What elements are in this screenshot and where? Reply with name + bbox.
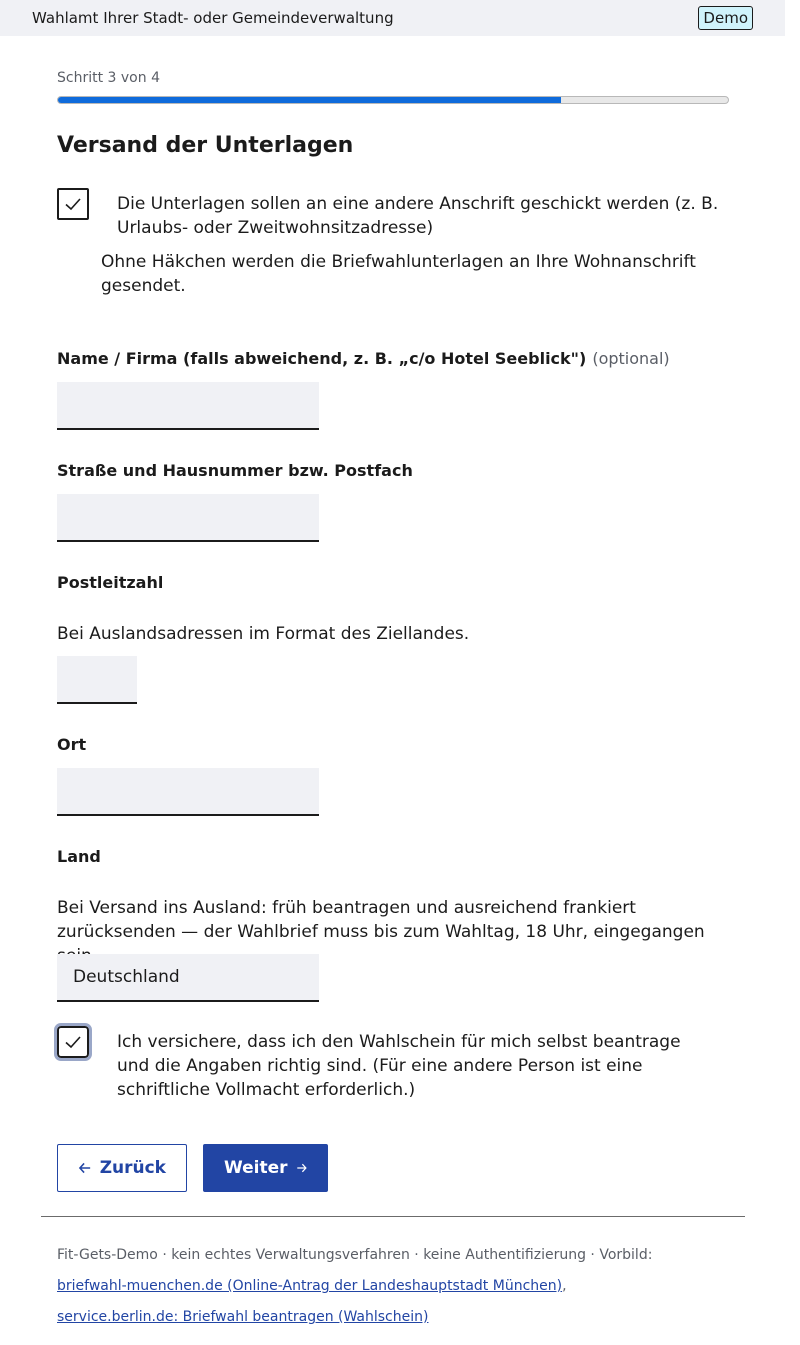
zip-hint: Bei Auslandsadressen im Format des Ziellandes. bbox=[57, 624, 470, 644]
next-button[interactable] bbox=[203, 1144, 328, 1192]
alt-address-label[interactable]: Die Unterlagen sollen an eine andere Anschrift geschickt werden (z. B. Urlaubs- oder Zweitwohnsitzadresse) bbox=[117, 194, 719, 238]
footer-divider bbox=[41, 1216, 745, 1217]
declaration-label[interactable]: Ich versichere, dass ich den Wahlschein für mich selbst beantrage und die Angaben richtig sind. (Für eine andere Person ist eine schriftliche Vollmacht erforderlich.) bbox=[117, 1032, 681, 1100]
declaration-checkbox[interactable] bbox=[57, 1026, 89, 1058]
city-input[interactable] bbox=[57, 768, 319, 816]
name-input[interactable] bbox=[57, 382, 319, 430]
checkmark-icon bbox=[64, 195, 82, 213]
alt-address-hint: Ohne Häkchen werden die Briefwahlunterlagen an Ihre Wohnanschrift gesendet. bbox=[101, 252, 696, 296]
alt-address-checkbox[interactable] bbox=[57, 188, 89, 220]
footer-text: Fit-Gets-Demo · kein echtes Verwaltungsverfahren · keine Authentifizierung · Vorbild: bbox=[57, 1247, 653, 1263]
progress-bar bbox=[57, 96, 729, 104]
name-label bbox=[57, 349, 670, 368]
top-bar bbox=[0, 0, 785, 36]
footer-link-muenchen[interactable]: briefwahl-muenchen.de (Online-Antrag der Landeshauptstadt München) bbox=[57, 1278, 563, 1294]
progress-fill bbox=[58, 97, 561, 103]
country-label: Land bbox=[57, 847, 101, 866]
street-input[interactable] bbox=[57, 494, 319, 542]
next-button-label: Weiter bbox=[224, 1158, 288, 1178]
street-label: Straße und Hausnummer bzw. Postfach bbox=[57, 461, 413, 480]
optional-marker: (optional) bbox=[592, 349, 670, 368]
back-button[interactable] bbox=[57, 1144, 187, 1192]
name-label-text: Name / Firma (falls abweichend, z. B. „c/o Hotel Seeblick") bbox=[57, 349, 587, 368]
arrow-left-icon bbox=[78, 1159, 92, 1177]
arrow-right-icon bbox=[296, 1159, 307, 1177]
zip-input[interactable] bbox=[57, 656, 137, 704]
organization-name: Wahlamt Ihrer Stadt- oder Gemeindeverwaltung bbox=[32, 9, 394, 27]
footer-link-berlin[interactable]: service.berlin.de: Briefwahl beantragen (Wahlschein) bbox=[57, 1309, 429, 1325]
zip-label: Postleitzahl bbox=[57, 573, 164, 592]
checkmark-icon bbox=[64, 1033, 82, 1051]
city-label: Ort bbox=[57, 735, 87, 754]
country-input[interactable] bbox=[57, 954, 319, 1002]
footer bbox=[57, 1240, 757, 1333]
country-hint: Bei Versand ins Ausland: früh beantragen und ausreichend frankiert zurücksenden — der Wahlbrief muss bis zum Wahltag, 18 Uhr, eingegangen bbox=[57, 898, 705, 942]
demo-badge: Demo bbox=[698, 6, 753, 30]
back-button-label: Zurück bbox=[99, 1158, 166, 1178]
section-title: Versand der Unterlagen bbox=[57, 133, 354, 158]
footer-separator: , bbox=[562, 1278, 567, 1294]
step-indicator: Schritt 3 von 4 bbox=[57, 70, 160, 86]
